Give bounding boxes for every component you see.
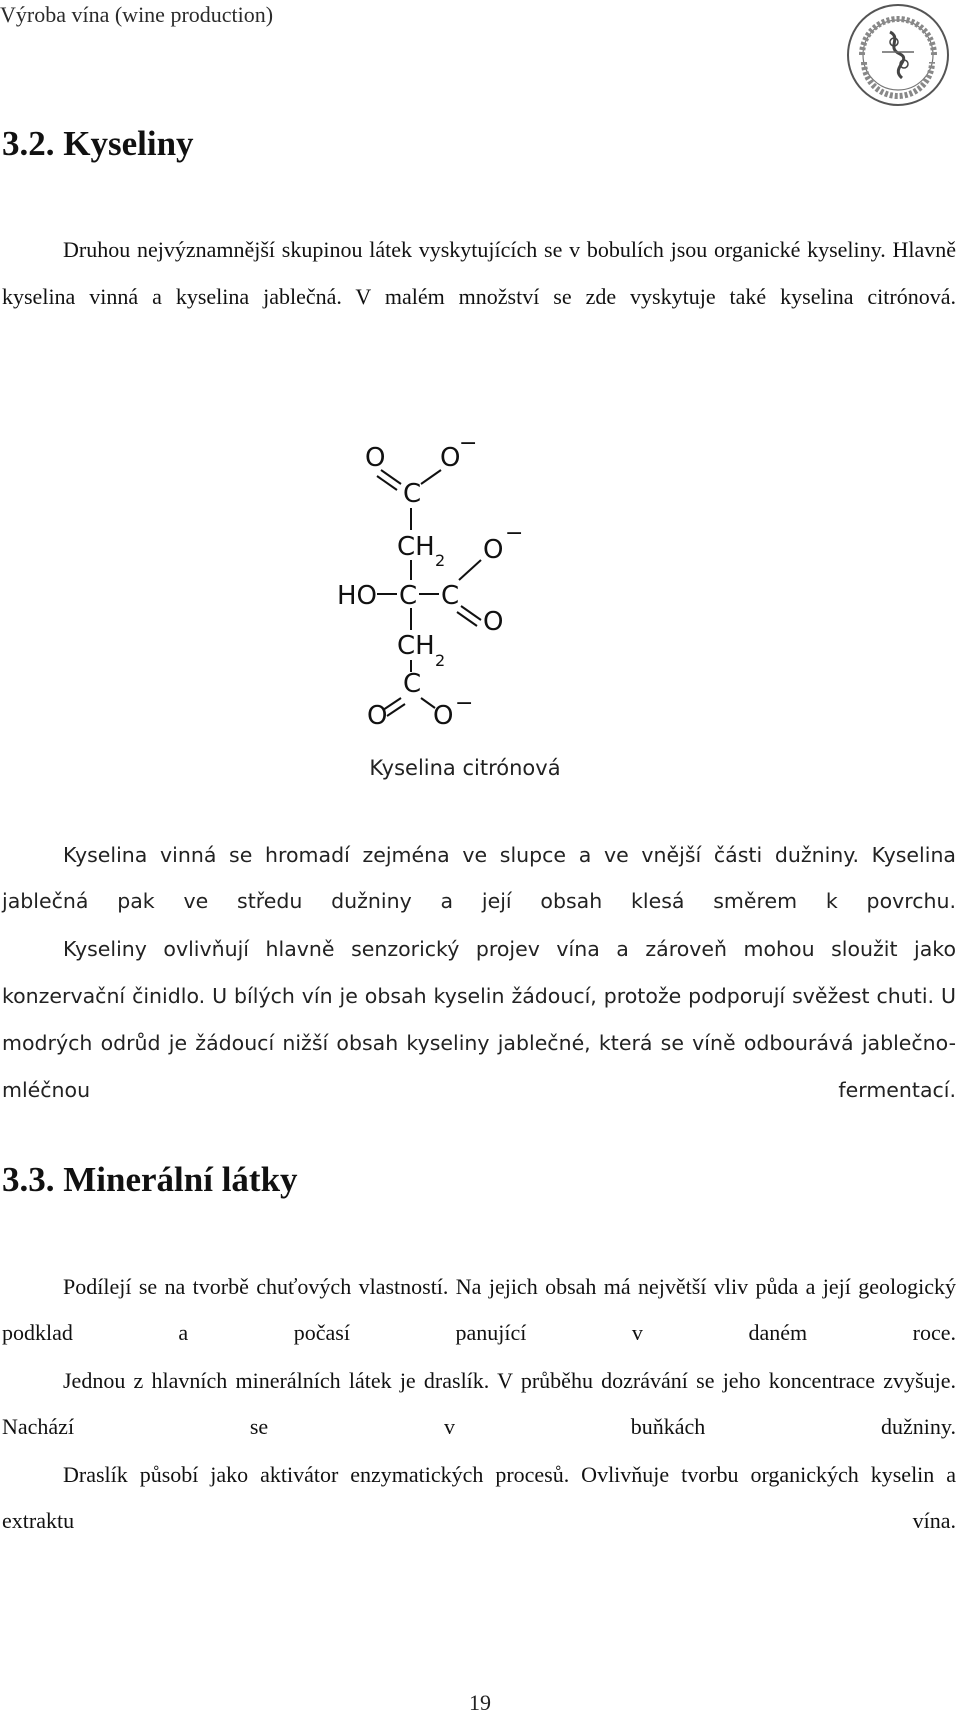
atom-label: O — [365, 443, 386, 473]
atom-label: C — [403, 479, 422, 509]
atom-label: O — [483, 535, 504, 565]
section-heading-kyseliny: 3.2. Kyseliny — [2, 124, 194, 163]
section-heading-mineralni-latky: 3.3. Minerální látky — [2, 1160, 298, 1199]
paragraph-acid-effects: Kyseliny ovlivňují hlavně senzorický projev vína a zároveň mohou sloužit jako konzervační činidlo. U bílých vín je obsah kyselin žádoucí, protože podporují svěžest chuti. U modrých odrůd je žádoucí nižší obsah kyseliny jablečné, která se víně odbourává jablečno-mléčnou fermentací. — [2, 937, 956, 1102]
structure-atom-labels — [337, 431, 523, 731]
paragraph-mineral-taste: Podílejí se na tvorbě chuťových vlastností. Na jejich obsah má největší vliv půda a její geologický podklad a počasí panující v daném roce. — [2, 1274, 956, 1345]
bond — [459, 560, 481, 580]
atom-label: C — [403, 669, 422, 699]
atom-label: C — [441, 581, 460, 611]
bond — [421, 470, 441, 484]
subscript-label: 2 — [435, 651, 446, 670]
atom-label: C — [399, 581, 418, 611]
charge-label: − — [459, 431, 478, 456]
subscript-label: 2 — [435, 551, 446, 570]
atom-label: O — [483, 607, 504, 637]
running-header: Výroba vína (wine production) — [0, 2, 274, 27]
citric-acid-structure-diagram — [337, 422, 565, 732]
atom-label: CH — [397, 532, 435, 562]
atom-label: CH — [397, 631, 435, 661]
atom-label: HO — [337, 581, 378, 611]
paragraph-potassium: Jednou z hlavních minerálních látek je draslík. V průběhu dozrávání se jeho koncentrace zvyšuje. Nachází se v buňkách dužniny. — [2, 1368, 956, 1439]
faculty-seal-logo — [842, 2, 954, 108]
paragraph-tartaric-malic: Kyselina vinná se hromadí zejména ve slupce a ve vnější části dužniny. Kyselina jablečná pak ve středu dužniny a její obsah klesá směrem k povrchu. — [2, 843, 956, 913]
charge-label: − — [505, 521, 524, 546]
paragraph-organic-acids: Druhou nejvýznamnější skupinou látek vyskytujících se v bobulích jsou organické kyseliny. Hlavně kyselina vinná a kyselina jablečná. V malém množství se zde vyskytuje také kyselina citrónová. — [2, 237, 956, 309]
atom-label: O — [433, 701, 454, 731]
charge-label: − — [455, 691, 474, 716]
atom-label: O — [367, 701, 388, 731]
page-number: 19 — [469, 1690, 491, 1715]
paragraph-potassium-activator: Draslík působí jako aktivátor enzymatických procesů. Ovlivňuje tvorbu organických kyselin a extraktu vína. — [2, 1462, 956, 1533]
figure-caption: Kyselina citrónová — [369, 756, 561, 780]
structure-bonds — [377, 470, 481, 716]
atom-label: O — [440, 443, 461, 473]
